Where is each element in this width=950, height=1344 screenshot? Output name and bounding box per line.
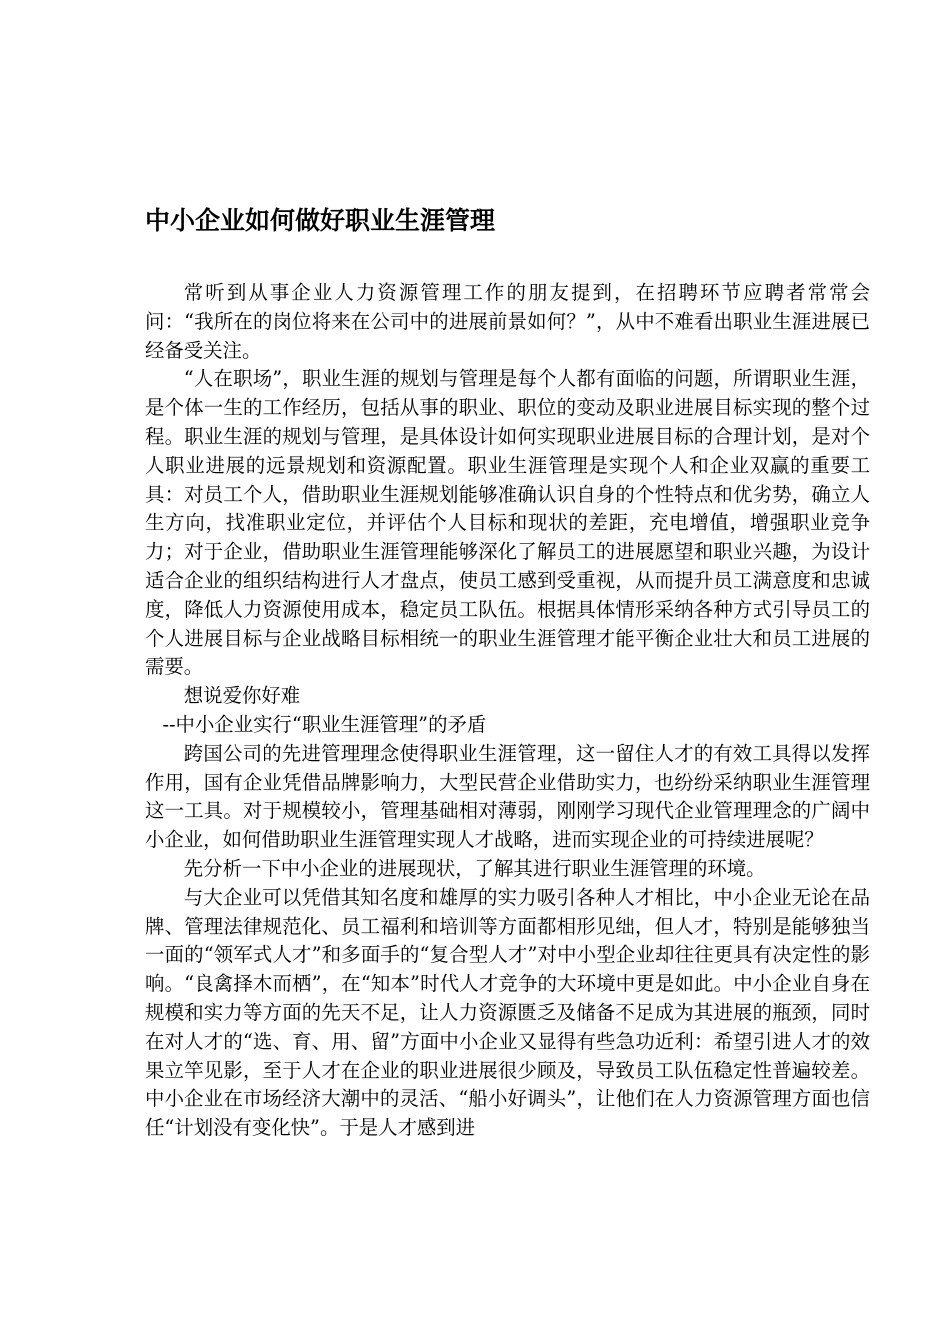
paragraph-analysis: 先分析一下中小企业的进展现状，了解其进行职业生涯管理的环境。 <box>183 856 766 880</box>
section-heading: 想说爱你好难 <box>183 684 301 708</box>
paragraph-intro: 常听到从事企业人力资源管理工作的朋友提到，在招聘环节应聘者常常会问：“我所在的岗位将来在公司中的进展前景如何？”，从中不难看出职业生涯进展已经备受关注。 <box>145 281 870 362</box>
paragraph-career-definition: “人在职场”，职业生涯的规划与管理是每个人都有面临的问题，所谓职业生涯，是个体一生的工作经历，包括从事的职业、职位的变动及职业进展目标实现的整个过程。职业生涯的规划与管理，是具体设计如何实现职业进展目标的合理计划，是对个人职业进展的远景规划和资源配置。职业生涯管理是实现个人和企业双赢的重要工具：对员工个人，借助职业生涯规划能够准确认识自身的个性特点和优劣势，确立人生方向，找准职业定位，并评估个人目标和现状的差距，充电增值，增强职业竞争力；对于企业，借助职业生涯管理能够深化了解员工的进展愿望和职业兴趣，为设计适合企业的组织结构进行人才盘点，使员工感到受重视，从而提升员工满意度和忠诚度，降低人力资源使用成本，稳定员工队伍。根据具体情形采纳各种方式引导员工的个人进展目标与企业战略目标相统一的职业生涯管理才能平衡企业壮大和员工进展的需要。 <box>145 367 870 679</box>
paragraph-sme-situation: 与大企业可以凭借其知名度和雄厚的实力吸引各种人才相比，中小企业无论在品牌、管理法律规范化、员工福利和培训等方面都相形见绌，但人才，特别是能够独当一面的“领军式人才”和多面手的“复合型人才”对中小型企业却往往更具有决定性的影响。“良禽择木而栖”，在“知本”时代人才竞争的大环境中更是如此。中小企业自身在规模和实力等方面的先天不足，让人力资源匮乏及储备不足成为其进展的瓶颈，同时在对人才的“选、育、用、留”方面中小企业又显得有些急功近利：希望引进人才的效果立竿见影，至于人才在企业的职业进展很少顾及，导致员工队伍稳定性普遍较差。中小企业在市场经济大潮中的灵活、“船小好调头”，让他们在人力资源管理方面也信任“计划没有变化快”。于是人才感到进 <box>145 885 870 1140</box>
document-body <box>145 279 870 1143</box>
paragraph-multinational: 跨国公司的先进管理理念使得职业生涯管理，这一留住人才的有效工具得以发挥作用，国有企业凭借品牌影响力，大型民营企业借助实力，也纷纷采纳职业生涯管理这一工具。对于规模较小，管理基础相对薄弱，刚刚学习现代企业管理理念的广阔中小企业，如何借助职业生涯管理实现人才战略，进而实现企业的可持续进展呢？ <box>145 741 870 852</box>
section-subheading: --中小企业实行“职业生涯管理”的矛盾 <box>162 712 487 736</box>
document-title: 中小企业如何做好职业生涯管理 <box>145 206 496 235</box>
